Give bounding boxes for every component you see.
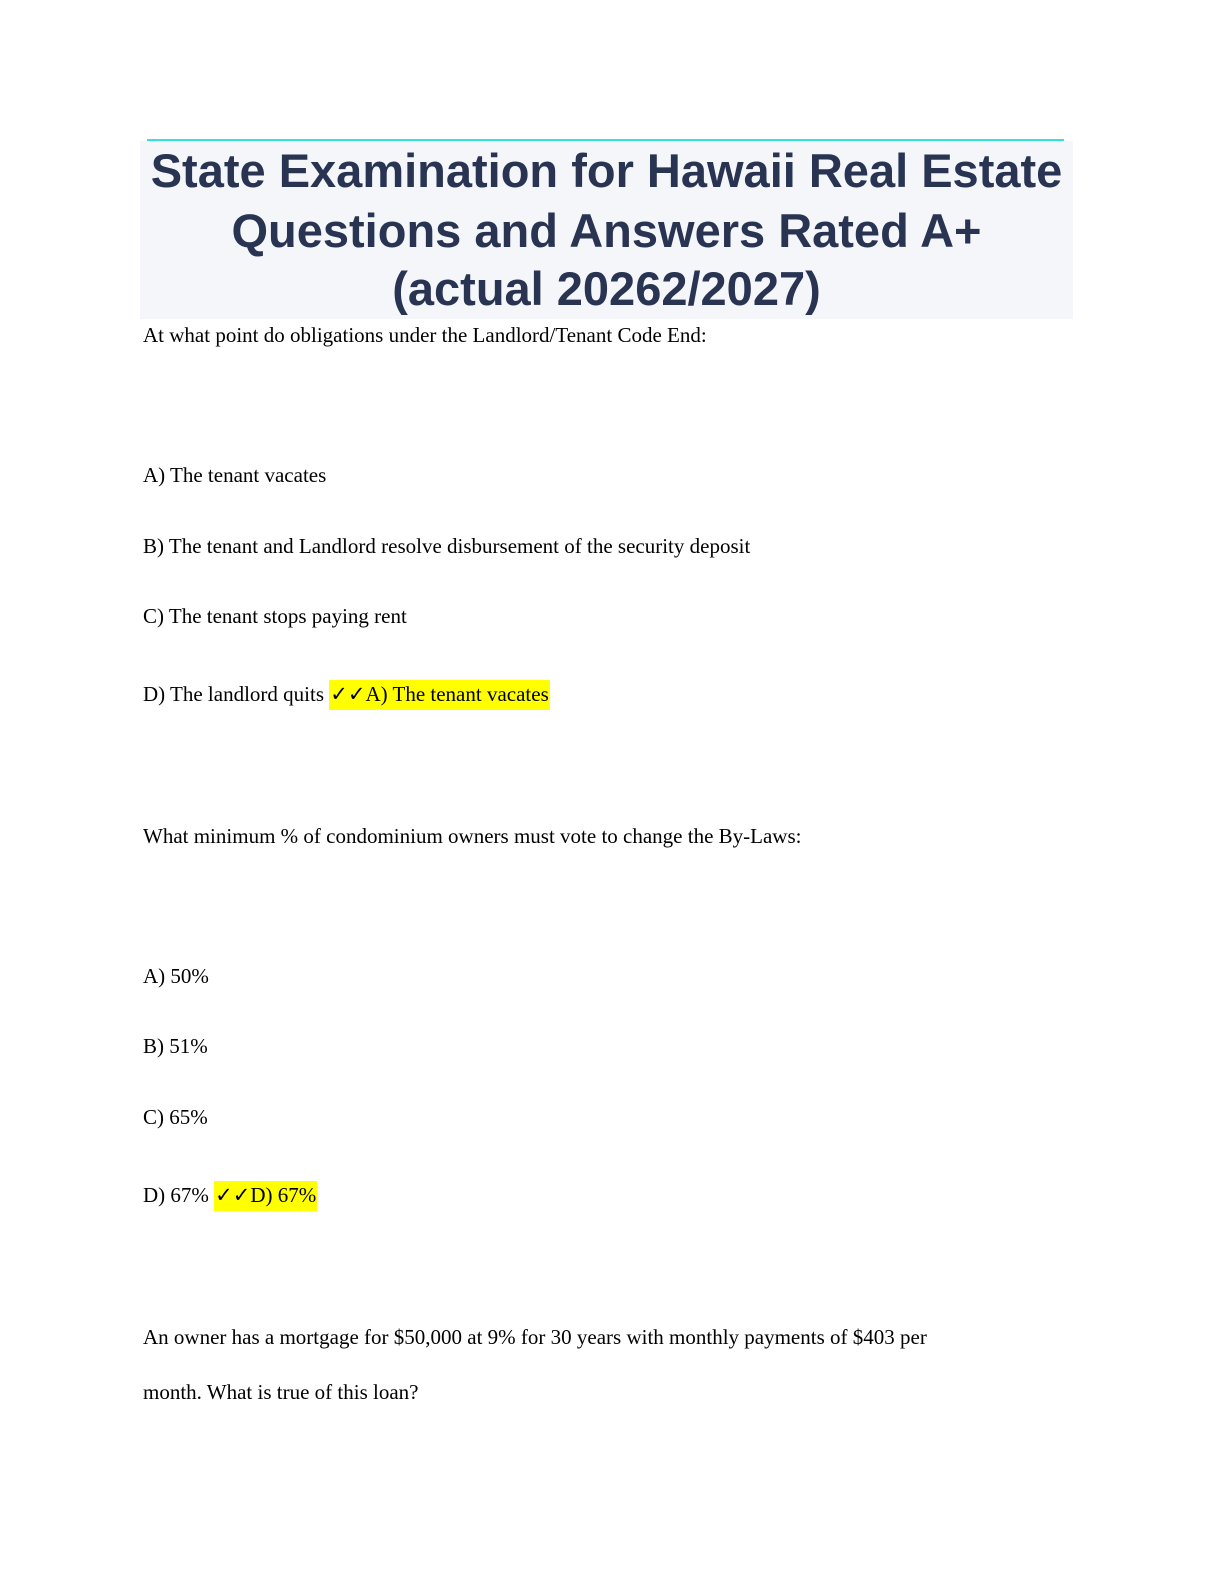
question-2-option-d-row: [143, 1182, 317, 1208]
question-2-option-b: B) 51%: [143, 1034, 208, 1058]
document-title: [140, 141, 1073, 319]
question-1-option-c: C) The tenant stops paying rent: [143, 604, 407, 628]
question-3-prompt-line-1: An owner has a mortgage for $50,000 at 9% for 30 years with monthly payments of $403 per: [143, 1325, 927, 1349]
question-2-answer: D) 67%: [250, 1183, 317, 1207]
question-1-option-d: D) The landlord quits: [143, 682, 325, 706]
double-check-icon: ✓✓: [330, 682, 366, 706]
double-check-icon: ✓✓: [215, 1183, 251, 1207]
question-1-answer: A) The tenant vacates: [365, 682, 549, 706]
question-2-prompt: What minimum % of condominium owners must vote to change the By-Laws:: [143, 824, 802, 848]
question-2-answer-highlight: [214, 1181, 317, 1211]
question-1-answer-highlight: [329, 680, 549, 710]
title-line-3: (actual 20262/2027): [392, 262, 821, 315]
title-line-1: State Examination for Hawaii Real Estate: [150, 144, 1063, 197]
question-1-prompt: At what point do obligations under the Landlord/Tenant Code End:: [143, 323, 707, 347]
question-2-option-d: D) 67%: [143, 1183, 209, 1207]
question-2-option-a: A) 50%: [143, 964, 209, 988]
title-line-2: Questions and Answers Rated A+: [231, 204, 982, 257]
question-1-option-b: B) The tenant and Landlord resolve disbursement of the security deposit: [143, 534, 751, 558]
question-1-option-d-row: [143, 681, 550, 707]
question-3-prompt-line-2: month. What is true of this loan?: [143, 1380, 419, 1404]
question-1-option-a: A) The tenant vacates: [143, 463, 327, 487]
question-2-option-c: C) 65%: [143, 1105, 208, 1129]
